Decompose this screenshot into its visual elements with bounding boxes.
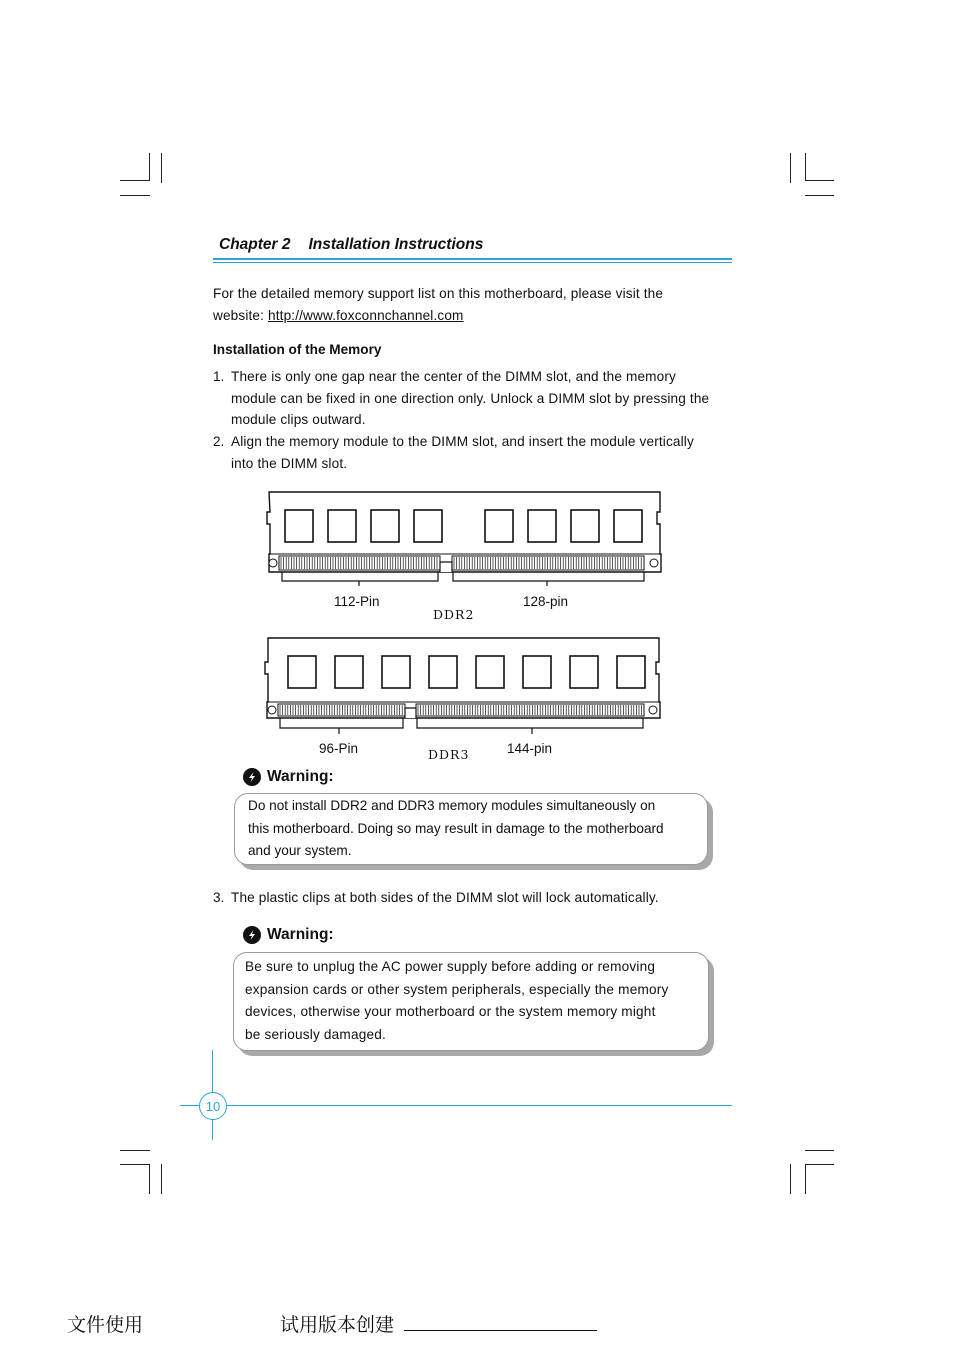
- chip: [414, 510, 442, 542]
- ddr3-bracket-left: [280, 718, 403, 728]
- chip: [528, 510, 556, 542]
- page-number: 10: [205, 1098, 221, 1114]
- warning-line: devices, otherwise your motherboard or the system memory might: [245, 1004, 656, 1019]
- chip: [288, 656, 316, 688]
- ddr3-bracket-right: [417, 718, 643, 728]
- intro-line-1: For the detailed memory support list on this motherboard, please visit the: [213, 286, 664, 301]
- chip: [429, 656, 457, 688]
- mount-hole: [649, 706, 657, 714]
- mount-hole: [268, 706, 276, 714]
- intro-paragraph: [213, 283, 733, 326]
- chip: [485, 510, 513, 542]
- footer-right-text: 试用版本创建: [280, 1314, 395, 1336]
- ddr2-label: DDR2: [433, 607, 475, 622]
- chip: [335, 656, 363, 688]
- ddr2-left-pin-label: 112-Pin: [334, 594, 380, 609]
- step-line: There is only one gap near the center of the DIMM slot, and the memory: [231, 369, 676, 384]
- warning-line: and your system.: [248, 843, 352, 858]
- warning-heading-1: [243, 768, 334, 786]
- ddr3-right-pin-label: 144-pin: [507, 741, 553, 756]
- chip: [523, 656, 551, 688]
- footer-rule: [180, 1105, 732, 1106]
- page-number-circle: [199, 1092, 227, 1120]
- chip: [476, 656, 504, 688]
- chip: [371, 510, 399, 542]
- ddr2-bracket-right: [453, 572, 644, 581]
- mount-hole: [269, 559, 277, 567]
- step-line: The plastic clips at both sides of the DIMM slot will lock automatically.: [231, 890, 659, 905]
- step-number: 2.: [213, 434, 225, 449]
- chip: [571, 510, 599, 542]
- ddr3-label: DDR3: [428, 747, 470, 762]
- warning-line: Do not install DDR2 and DDR3 memory modules simultaneously on: [248, 798, 656, 813]
- ddr2-notch: [440, 562, 452, 572]
- warning-title: Warning:: [267, 926, 334, 943]
- ddr3-notch: [405, 708, 416, 718]
- warning-text-1: [248, 795, 698, 863]
- header-rule-bottom: [213, 262, 732, 263]
- warning-line: expansion cards or other system peripherals, especially the memory: [245, 981, 669, 997]
- chip: [570, 656, 598, 688]
- step-line: module can be fixed in one direction only. Unlock a DIMM slot by pressing the: [231, 390, 710, 406]
- ddr2-module-diagram: [262, 488, 670, 586]
- chip: [382, 656, 410, 688]
- warning-line: Be sure to unplug the AC power supply before adding or removing: [245, 959, 656, 974]
- ddr3-left-pin-label: 96-Pin: [319, 741, 359, 756]
- step-line: module clips outward.: [231, 412, 366, 427]
- intro-line-2: [213, 305, 733, 327]
- warning-heading-2: [243, 926, 334, 944]
- mount-hole: [650, 559, 658, 567]
- ddr2-bracket-left: [282, 572, 438, 581]
- ddr3-module-diagram: [261, 634, 669, 734]
- chapter-title: Installation Instructions: [308, 236, 484, 253]
- intro-prefix: website:: [213, 307, 268, 323]
- chip: [617, 656, 645, 688]
- section-title: Installation of the Memory: [213, 342, 382, 357]
- lightning-bolt-circle-icon: [243, 768, 261, 786]
- header-rule-top: [213, 258, 732, 260]
- website-link[interactable]: http://www.foxconnchannel.com: [268, 307, 464, 323]
- chapter-header: [219, 236, 483, 254]
- warning-text-2: [245, 956, 700, 1046]
- lightning-bolt-circle-icon: [243, 926, 261, 944]
- chip: [285, 510, 313, 542]
- ddr2-right-pin-label: 128-pin: [523, 594, 569, 609]
- warning-line: be seriously damaged.: [245, 1026, 386, 1042]
- step-number: 3.: [213, 890, 225, 905]
- chapter-number: Chapter 2: [219, 236, 291, 253]
- warning-title: Warning:: [267, 768, 334, 785]
- chip: [328, 510, 356, 542]
- footer-left-text: 文件使用: [67, 1314, 144, 1336]
- step-line: into the DIMM slot.: [231, 455, 348, 471]
- warning-line: this motherboard. Doing so may result in damage to the motherboard: [248, 820, 664, 836]
- step-number: 1.: [213, 369, 225, 384]
- chip: [614, 510, 642, 542]
- step-line: Align the memory module to the DIMM slot, and insert the module vertically: [231, 434, 694, 449]
- footer-underline: [404, 1330, 597, 1331]
